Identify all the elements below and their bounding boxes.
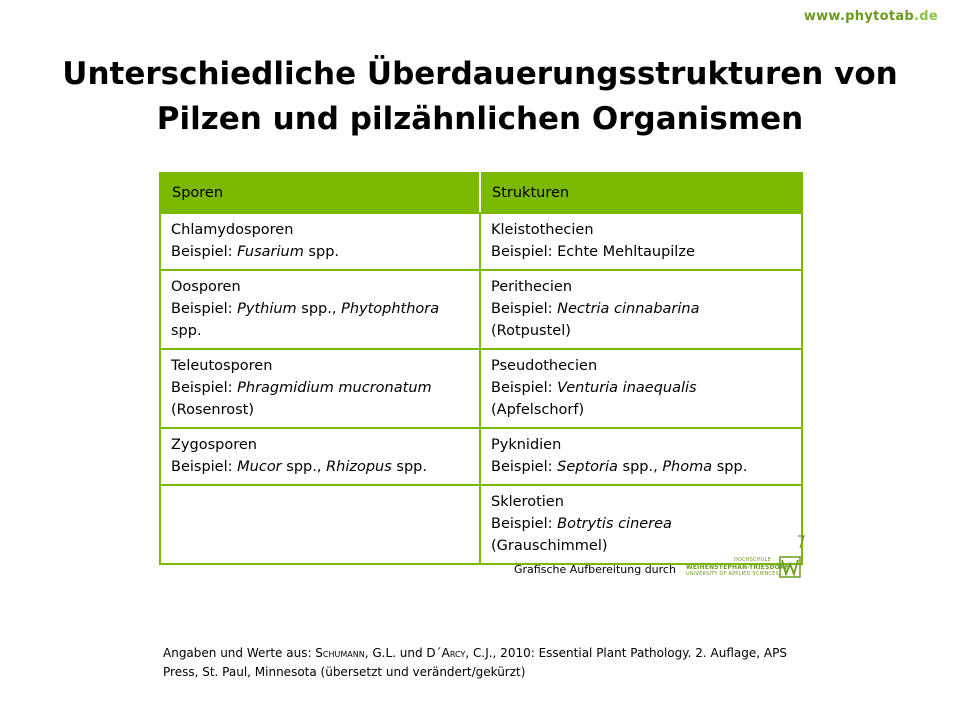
source-author-2: D´Arcy	[426, 646, 466, 660]
example-prefix: Beispiel:	[171, 459, 238, 475]
example-prefix: Beispiel:	[491, 516, 558, 532]
example-prefix: Beispiel:	[171, 244, 238, 260]
cell-strukturen	[480, 349, 802, 428]
example-prefix: Beispiel:	[491, 301, 558, 317]
source-author-1: Schumann	[315, 646, 365, 660]
example-line	[491, 456, 791, 478]
table-header-row	[160, 173, 802, 213]
example-species: Nectria cinnabarina	[557, 301, 700, 317]
title-line-2: Pilzen und pilzähnlichen Organismen	[156, 101, 804, 137]
example-text: spp.	[303, 244, 340, 260]
organism-type: Oosporen	[171, 279, 241, 295]
logo-main-text: WEIHENSTEPHAN-TRIESDORF	[686, 564, 790, 571]
cell-sporen	[160, 349, 480, 428]
organism-type: Chlamydosporen	[171, 222, 294, 238]
example-species: Pythium	[237, 301, 297, 317]
example-prefix: Beispiel: Echte Mehltaupilze	[491, 244, 695, 260]
source-rest: , C.J., 2010: Essential Plant Pathology. 2. Auflage, APS Press, St. Paul, Minnesota (übersetzt und verändert/gekürzt)	[163, 646, 787, 679]
cell-sporen	[160, 213, 480, 270]
example-text: spp.,	[617, 459, 663, 475]
example-prefix: Beispiel:	[491, 380, 558, 396]
example-note: (Apfelschorf)	[491, 402, 585, 418]
credit-text: Grafische Aufbereitung durch	[514, 563, 676, 576]
example-species: Mucor	[237, 459, 282, 475]
cell-strukturen	[480, 485, 802, 564]
example-species: Phoma	[662, 459, 713, 475]
example-species: Botrytis cinerea	[557, 516, 672, 532]
source-citation	[163, 644, 813, 682]
organism-type: Pyknidien	[491, 437, 562, 453]
cell-strukturen	[480, 428, 802, 485]
title-line-1: Unterschiedliche Überdauerungsstrukturen von	[62, 56, 898, 92]
table-row	[160, 270, 802, 349]
header-strukturen: Strukturen	[480, 173, 802, 213]
corner-mark-icon	[796, 534, 806, 550]
page-title	[0, 52, 960, 142]
cell-sporen	[160, 428, 480, 485]
table-row	[160, 213, 802, 270]
example-prefix: Beispiel:	[491, 459, 558, 475]
organism-type: Pseudothecien	[491, 358, 598, 374]
example-species: Venturia inaequalis	[557, 380, 697, 396]
cell-sporen	[160, 485, 480, 564]
organism-type: Sklerotien	[491, 494, 564, 510]
overwintering-structures-table	[159, 172, 803, 565]
table-row	[160, 485, 802, 564]
example-line	[171, 298, 469, 320]
organism-type: Zygosporen	[171, 437, 257, 453]
source-mid: , G.L. und	[364, 646, 427, 660]
organism-type: Kleistothecien	[491, 222, 594, 238]
example-line	[171, 377, 469, 399]
cell-strukturen	[480, 270, 802, 349]
site-prefix: www.	[803, 9, 846, 24]
cell-strukturen	[480, 213, 802, 270]
example-text: spp.	[391, 459, 427, 475]
logo-top-text: HOCHSCHULE	[734, 557, 771, 563]
cell-sporen	[160, 270, 480, 349]
site-tld: .de	[914, 9, 938, 24]
university-logo[interactable]	[686, 556, 801, 578]
source-prefix: Angaben und Werte aus:	[163, 646, 316, 660]
example-line	[171, 456, 469, 478]
site-url[interactable]	[804, 9, 938, 24]
example-line	[491, 298, 791, 320]
organism-type: Perithecien	[491, 279, 573, 295]
example-prefix: Beispiel:	[171, 301, 238, 317]
example-prefix: Beispiel:	[171, 380, 238, 396]
example-note: (Rotpustel)	[491, 323, 571, 339]
example-species: Phragmidium mucronatum	[237, 380, 432, 396]
example-text: spp.,	[281, 459, 327, 475]
example-line	[491, 513, 791, 535]
table-row	[160, 349, 802, 428]
header-sporen: Sporen	[160, 173, 480, 213]
example-species: Fusarium	[237, 244, 304, 260]
table-row	[160, 428, 802, 485]
example-line	[491, 241, 791, 263]
example-line	[171, 241, 469, 263]
site-name: phytotab	[845, 9, 915, 24]
example-text: spp.	[712, 459, 748, 475]
example-species: Septoria	[557, 459, 618, 475]
logo-sub-text: UNIVERSITY OF APPLIED SCIENCES	[686, 571, 779, 577]
hswt-logo-icon	[779, 556, 801, 578]
example-species: Rhizopus	[326, 459, 392, 475]
example-text: spp.,	[296, 301, 342, 317]
example-species: Phytophthora	[341, 301, 440, 317]
example-note: (Grauschimmel)	[491, 538, 608, 554]
example-line	[491, 377, 791, 399]
example-note: spp.	[171, 323, 202, 339]
example-note: (Rosenrost)	[171, 402, 255, 418]
organism-type: Teleutosporen	[171, 358, 273, 374]
